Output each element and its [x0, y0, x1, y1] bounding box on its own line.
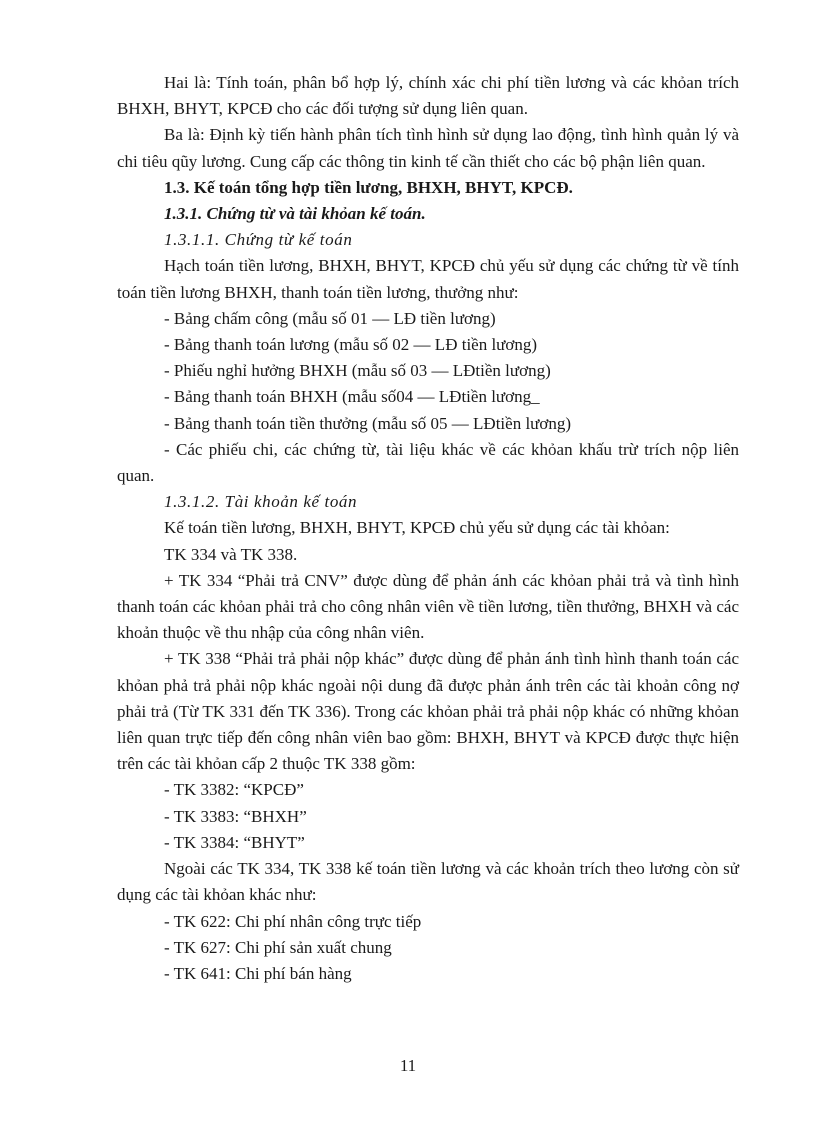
list-item: - Bảng thanh toán lương (mẫu số 02 — LĐ tiền lương): [164, 335, 538, 355]
list-item: - TK 622: Chi phí nhân công trực tiếp: [164, 911, 422, 931]
paragraph-phieu-chi: - Các phiếu chi, các chứng từ, tài liệu khác về các khỏan khấu trừ trích nộp liên quan.: [117, 439, 739, 486]
list-item: - TK 3384: “BHYT”: [164, 832, 305, 852]
paragraph-hai-la: Hai là: Tính toán, phân bổ hợp lý, chính xác chi phí tiền lương và các khỏan trích BHXH, BHYT, KPCĐ cho các đối tượng sử dụng liên quan.: [117, 73, 739, 119]
section-heading-1-3-1-1: 1.3.1.1. Chứng từ kế toán: [164, 230, 353, 250]
document-page: [117, 70, 739, 987]
list-item: - TK 627: Chi phí sản xuất chung: [164, 937, 392, 957]
paragraph-hach-toan: Hạch toán tiền lương, BHXH, BHYT, KPCĐ chủ yếu sử dụng các chứng từ về tính toán tiền lương BHXH, thanh toán tiền lương, thưởng như:: [117, 256, 739, 302]
paragraph-tk: TK 334 và TK 338.: [164, 544, 298, 564]
list-item: - Bảng chấm công (mẫu số 01 — LĐ tiền lương): [164, 308, 496, 328]
list-item: - Bảng thanh toán tiền thưởng (mẫu số 05 — LĐtiền lương): [164, 413, 572, 433]
list-item: - TK 3382: “KPCĐ”: [164, 780, 304, 800]
paragraph-ba-la: Ba là: Định kỳ tiến hành phân tích tình hình sử dụng lao động, tình hình quản lý và chi tiêu qũy lương. Cung cấp các thông tin kinh tế cần thiết cho các bộ phận liên quan.: [117, 125, 739, 171]
list-item: - TK 641: Chi phí bán hàng: [164, 963, 352, 983]
paragraph-ngoai: Ngoài các TK 334, TK 338 kế toán tiền lương và các khoản trích theo lương còn sử dụng các tài khỏan khác như:: [117, 859, 739, 905]
section-heading-1-3: 1.3. Kế toán tổng hợp tiền lương, BHXH, BHYT, KPCĐ.: [164, 177, 573, 197]
paragraph-tk-338: + TK 338 “Phải trả phải nộp khác” được dùng để phản ánh tình hình thanh toán các khỏan phả trả phải nộp khác ngoài nội dung đã được phản ánh trên các tài khoản công nợ phải trả (Từ TK 331 đến TK 336). Trong các khỏan phải trả phải nộp khác có những khỏan liên quan trực tiếp đến công nhân viên bao gồm: BHXH, BHYT và KPCĐ được thực hiện trên các tài khỏan cấp 2 thuộc TK 338 gồm:: [117, 649, 739, 774]
list-item: - Bảng thanh toán BHXH (mẫu số04 — LĐtiền lương_: [164, 387, 540, 407]
list-item: - TK 3383: “BHXH”: [164, 806, 307, 826]
paragraph-ke-toan: Kế toán tiền lương, BHXH, BHYT, KPCĐ chủ yếu sử dụng các tài khỏan:: [164, 518, 670, 538]
section-heading-1-3-1: 1.3.1. Chứng từ và tài khỏan kế toán.: [164, 204, 426, 224]
paragraph-tk-334: + TK 334 “Phải trả CNV” được dùng để phản ánh các khỏan phải trả và tình hình thanh toán các khỏan phải trả cho công nhân viên về tiền lương, tiền thưởng, BHXH và các khoản thuộc về thu nhập của công nhân viên.: [117, 570, 739, 643]
section-heading-1-3-1-2: 1.3.1.2. Tài khoản kế toán: [164, 492, 358, 512]
page-number: 11: [399, 1056, 417, 1075]
list-item: - Phiếu nghỉ hưởng BHXH (mẫu số 03 — LĐtiền lương): [164, 361, 551, 381]
